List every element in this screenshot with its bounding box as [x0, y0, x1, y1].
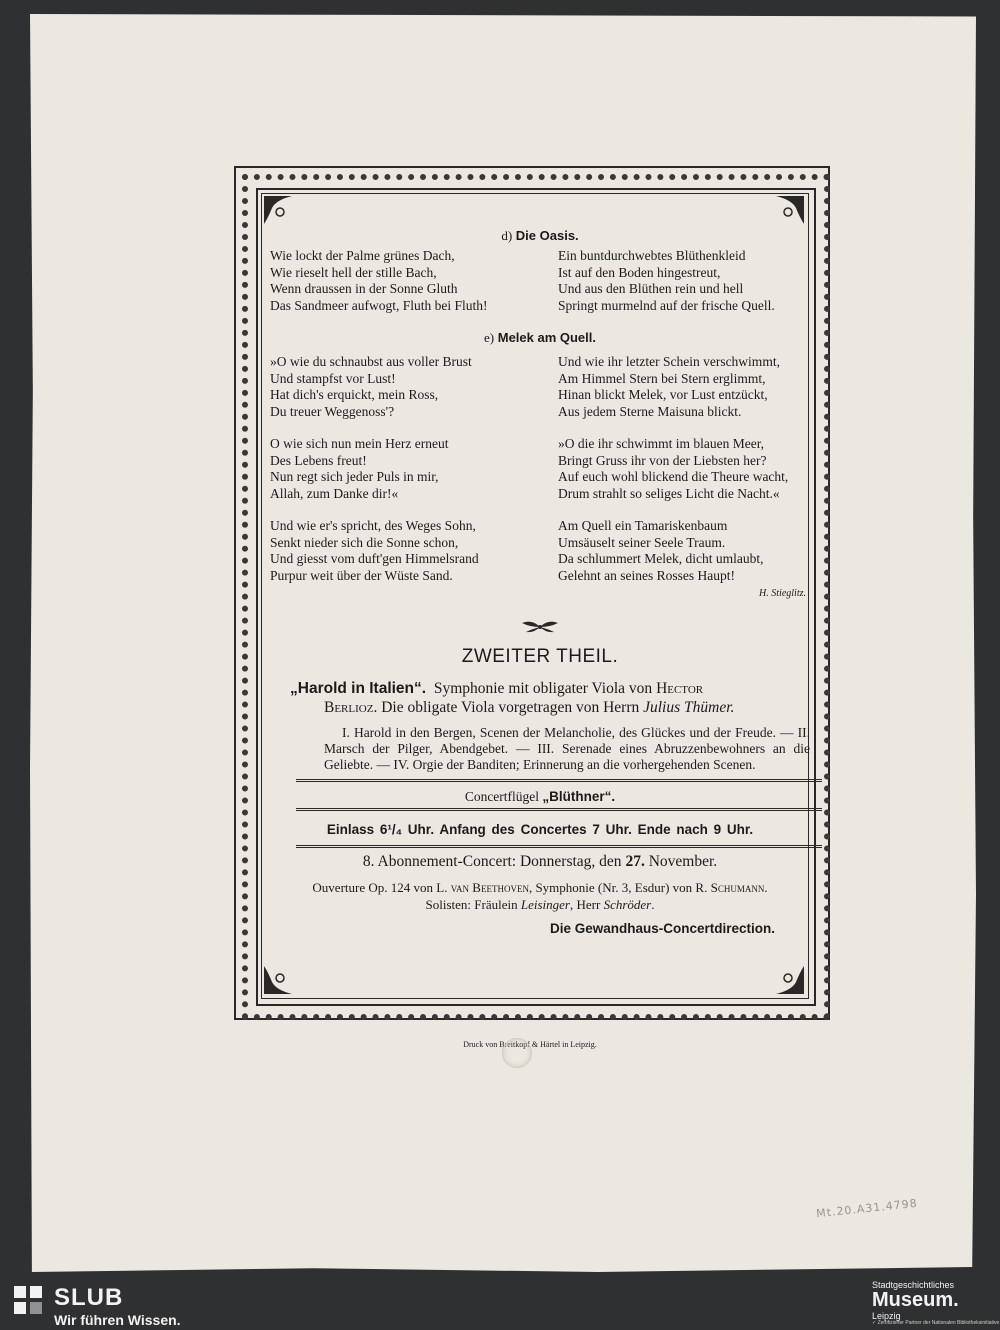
poem-line: Gelehnt an seines Rosses Haupt! — [558, 567, 735, 583]
poem-line: Ist auf den Boden hingestreut, — [558, 264, 721, 280]
blind-stamp — [502, 1038, 532, 1068]
poem-line: Nun regt sich jeder Puls in mir, — [270, 469, 439, 484]
poem-line: Am Quell ein Tamariskenbaum — [558, 518, 728, 533]
poem-line: Bringt Gruss ihr von der Liebsten her? — [558, 452, 767, 468]
stanza — [558, 354, 810, 420]
work-title: „Harold in Italien“. — [290, 680, 427, 697]
poem-line: Senkt nieder sich die Sonne schon, — [270, 534, 459, 550]
poem-line: Und wie ihr letzter Schein verschwimmt, — [558, 354, 780, 369]
poem-line: Drum strahlt so seliges Licht die Nacht.« — [558, 485, 780, 501]
corner-ornament-bottom-left — [262, 956, 302, 996]
composer-name: Hector — [656, 680, 704, 697]
footer-bar — [0, 1272, 1000, 1330]
poem-line: Du treuer Weggenoss'? — [270, 403, 395, 419]
poem-line: Und wie er's spricht, des Weges Sohn, — [270, 518, 476, 533]
stanza — [558, 436, 810, 502]
admission-times: Einlass 6¹/₄ Uhr. Anfang des Concertes 7 Uhr. Ende nach 9 Uhr. — [326, 822, 754, 837]
slub-name[interactable]: SLUB — [54, 1284, 124, 1311]
overture-line: Ouverture Op. 124 von L. van Beethoven, Symphonie (Nr. 3, Esdur) von R. Schumann. — [312, 880, 768, 895]
poem-line: Und aus den Blüthen rein und hell — [558, 281, 744, 296]
museum-logo[interactable]: Museum. — [872, 1289, 959, 1311]
piano-note: Concertflügel „Blüthner“. — [464, 789, 616, 804]
poem-line: Des Lebens freut! — [270, 452, 367, 468]
poem-line: Springt murmelnd auf der frische Quell. — [558, 297, 775, 313]
museum-city: Leipzig — [872, 1311, 901, 1321]
poem-line: Und giesst vom duft'gen Himmelsrand — [270, 551, 479, 566]
poem-line: O wie sich nun mein Herz erneut — [270, 436, 449, 451]
poem-line: Auf euch wohl blickend die Theure wacht, — [558, 469, 789, 484]
poem-line: Da schlummert Melek, dicht umlaubt, — [558, 551, 764, 566]
melek-left-column — [270, 354, 522, 603]
poem-line: Ein buntdurchwebtes Blüthenkleid — [558, 248, 746, 263]
poem-line: Umsäuselt seiner Seele Traum. — [558, 534, 726, 550]
poem-line: Allah, zum Danke dir!« — [270, 485, 399, 501]
poem-line: Wie lockt der Palme grünes Dach, — [270, 248, 455, 263]
poem-line: Wenn draussen in der Sonne Gluth — [270, 281, 458, 296]
slub-tagline: Wir führen Wissen. — [54, 1312, 181, 1328]
divider-rule — [296, 808, 822, 811]
poem-line: Wie rieselt hell der stille Bach, — [270, 264, 437, 280]
harold-description: „Harold in Italien“. Symphonie mit obligater Viola von Hector Berlioz. Die obligate Viola vorgetragen von Herrn Julius Thümer. — [290, 680, 735, 716]
floral-ornament-icon — [270, 617, 810, 639]
oasis-left-column — [270, 248, 522, 314]
melek-right-column — [558, 354, 810, 603]
movements-list: I. Harold in den Bergen, Scenen der Melancholie, des Glückes und der Freude. — II. Marsch der Pilger, Abendgebet. — III. Serenade eines Abruzzenbewohners an die Geliebte. — IV. Orgie der Banditen; Erinnerung an die vorhergehenden Scenen. — [324, 725, 810, 772]
museum-subtitle: Stadtgeschichtliches — [872, 1280, 955, 1290]
melek-title: e) Melek am Quell. — [484, 330, 596, 345]
poem-author: H. Stieglitz. — [759, 588, 806, 599]
next-concert-programme — [270, 879, 810, 913]
poem-line: Am Himmel Stern bei Stern erglimmt, — [558, 370, 766, 386]
oasis-poem — [270, 248, 810, 314]
corner-ornament-bottom-right — [766, 956, 806, 996]
programme-content — [270, 228, 810, 773]
part-two-heading: ZWEITER THEIL. — [461, 645, 619, 667]
oasis-right-column — [558, 248, 810, 314]
divider-rule — [296, 779, 822, 782]
poem-line: Das Sandmeer aufwogt, Fluth bei Fluth! — [270, 297, 488, 313]
concert-direction-signature: Die Gewandhaus-Concertdirection. — [550, 921, 776, 936]
stanza — [270, 354, 522, 420]
slub-logo-icon[interactable] — [14, 1286, 44, 1321]
poem-line: »O die ihr schwimmt im blauen Meer, — [558, 436, 765, 451]
poem-line: Purpur weit über der Wüste Sand. — [270, 567, 453, 583]
poem-line: Und stampfst vor Lust! — [270, 370, 396, 386]
poem-line: Aus jedem Sterne Maisuna blickt. — [558, 403, 742, 419]
soloists-line: Solisten: Fräulein Leisinger, Herr Schröder. — [425, 897, 655, 912]
stanza — [558, 518, 810, 584]
poem-line: Hat dich's erquickt, mein Ross, — [270, 387, 439, 402]
poem-line: Hinan blickt Melek, vor Lust entzückt, — [558, 387, 768, 402]
oasis-title: d) Die Oasis. — [501, 228, 579, 243]
shelfmark: Mt.20.A31.4798 — [815, 1196, 919, 1221]
printer-imprint: Druck von Breitkopf & Härtel in Leipzig. — [463, 1040, 597, 1049]
partner-note: ✓ Zertifizierter Partner der Nationalen Bibliotheksinitiative — [872, 1320, 1000, 1326]
stanza — [270, 436, 522, 502]
poem-line: »O wie du schnaubst aus voller Brust — [270, 354, 472, 369]
divider-rule — [296, 845, 822, 848]
melek-poem — [270, 354, 810, 603]
next-concert-announcement: 8. Abonnement-Concert: Donnerstag, den 27. November. — [362, 853, 718, 870]
stanza — [270, 518, 522, 584]
soloist-name: Julius Thümer. — [643, 699, 735, 716]
